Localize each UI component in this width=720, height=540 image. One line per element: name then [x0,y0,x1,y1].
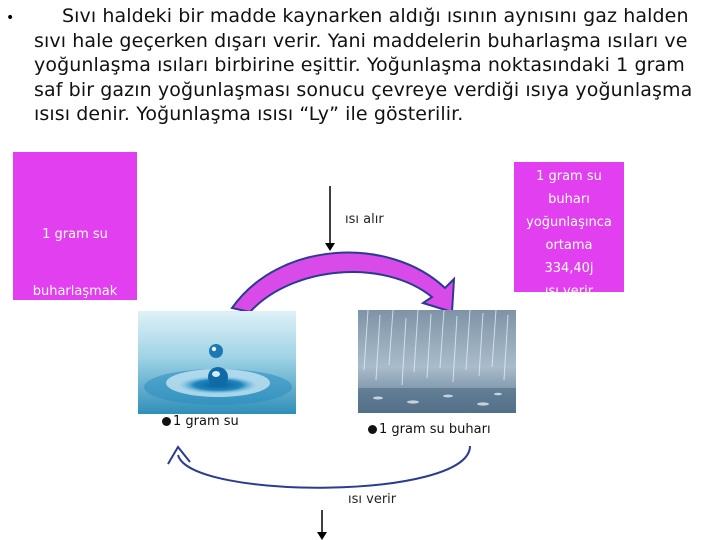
bullet-dot-icon [162,417,171,426]
vapor-caption-text: 1 gram su buharı [379,422,491,437]
main-paragraph: Sıvı haldeki bir madde kaynarken aldığı ısının aynısını gaz halden sıvı hale geçerken dışarı verir. Yani maddelerin buharlaşma ısıları ve yoğunlaşma ısıları birbirine eşittir. Yoğunlaşma noktasındaki 1 gram saf bir gazın yoğunlaşması sonucu çevreye verdiği ısıya yoğunlaşma ısısı denir. Yoğunlaşma ısısı “Ly” ile gösterilir. [34,5,693,125]
condensation-info-box [514,162,624,299]
bullet-dot-icon [368,425,377,434]
water-caption-text: 1 gram su [173,414,239,429]
left-box-line: için 334,40j [37,341,113,356]
right-box-line: 334,40j [544,261,594,276]
vapor-caption [368,422,491,437]
heat-out-label: ısı verir [348,492,397,507]
evaporation-info-box [13,152,137,413]
right-box-line: yoğunlaşınca [526,215,612,230]
left-box-line: ısı alır. [54,398,96,413]
curved-arrow-condensation [178,446,470,488]
right-box-line: ısı verir [544,284,594,299]
heat-in-arrow-head [325,243,335,251]
left-box-line: 1 gram su [42,227,108,242]
bullet: • [6,10,15,26]
right-box-line: buharı [548,192,590,207]
right-box-line: 1 gram su [536,169,602,184]
heat-out-arrow-head [317,532,327,540]
rain-image [358,310,516,413]
curved-arrow-evaporation [232,253,454,312]
right-box-line: ortama [545,238,593,253]
left-box-line: buharlaşmak [32,284,118,299]
water-caption [162,414,239,429]
water-drop-image [138,311,296,414]
heat-in-label: ısı alır [345,212,384,227]
